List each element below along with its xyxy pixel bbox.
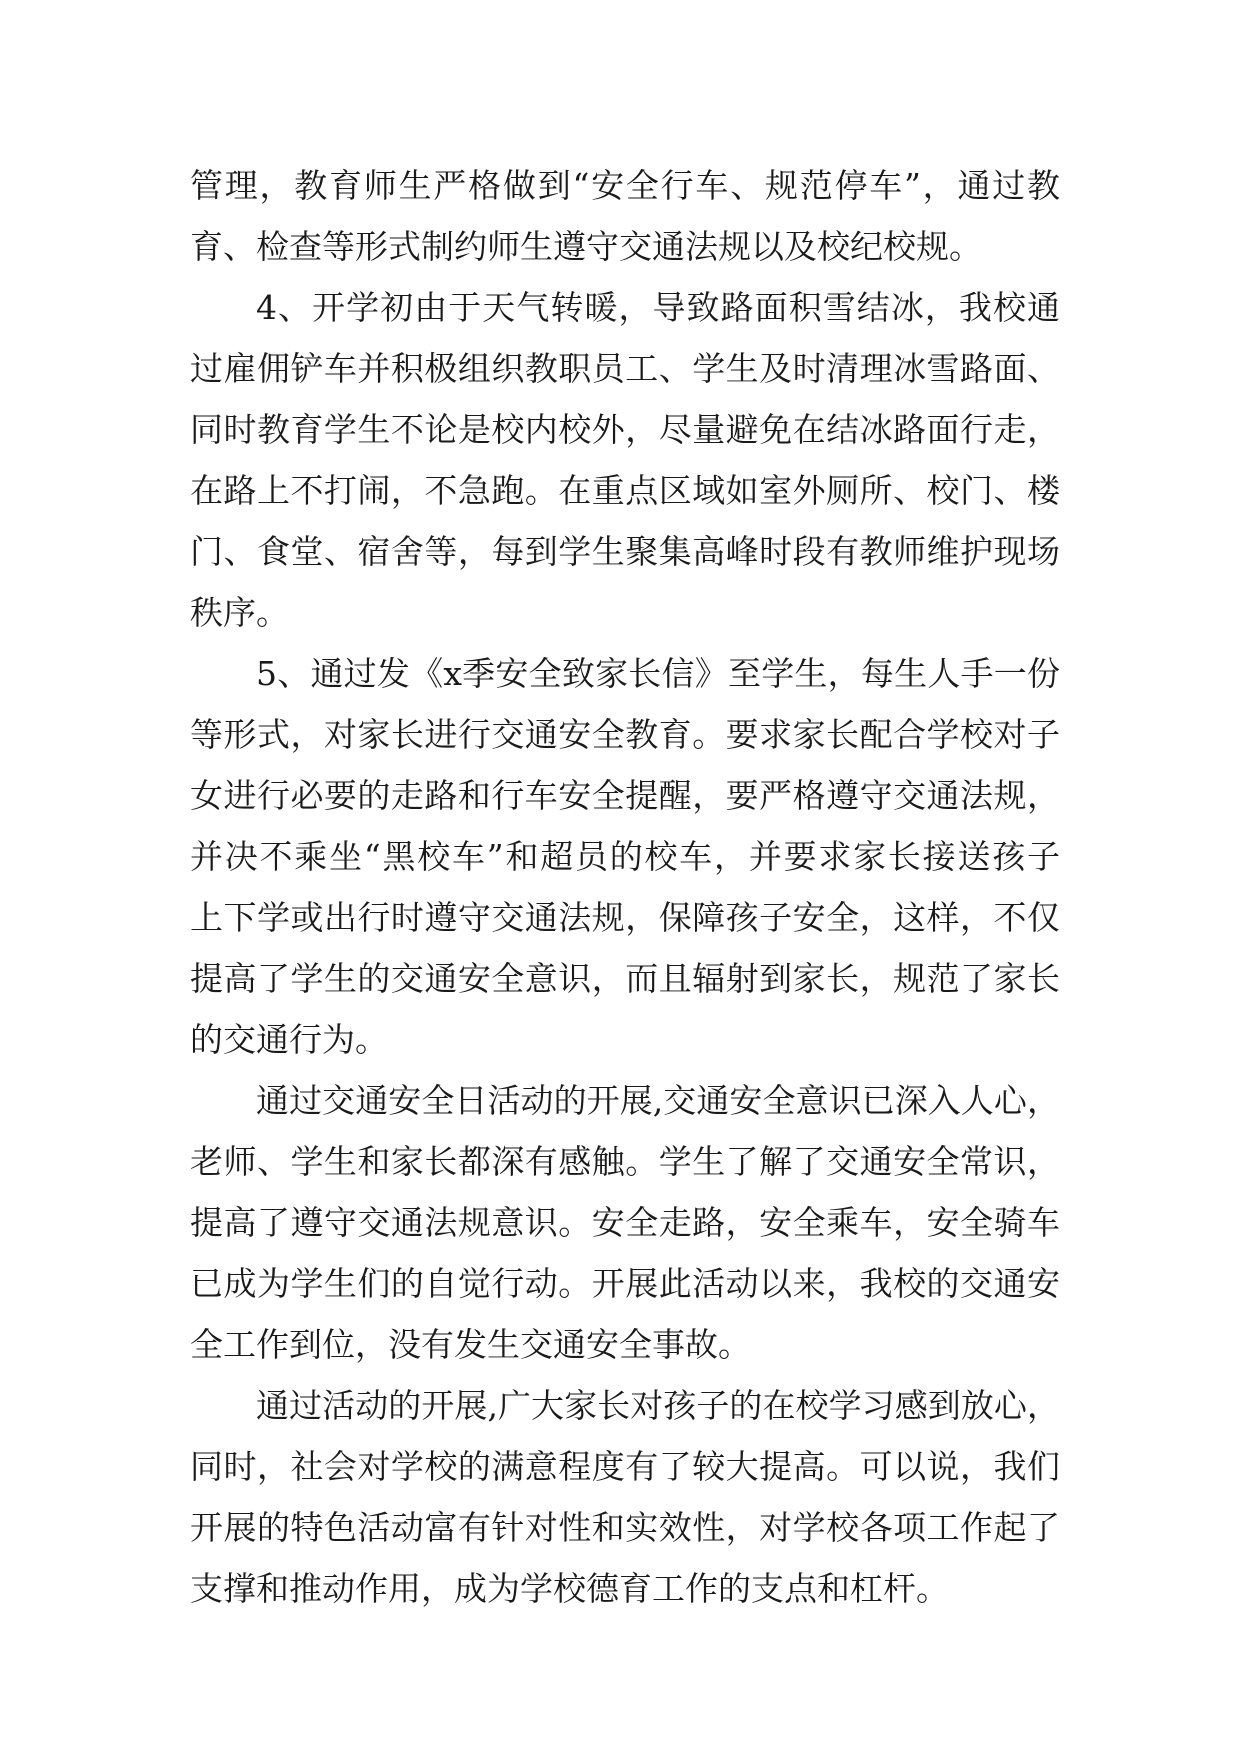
text-line: 秩序。: [190, 593, 289, 632]
paragraph-continuation: [190, 155, 1060, 277]
text-line: 4、开学初由于天气转暖，导致路面积雪结冰，我校通: [256, 288, 1060, 327]
text-line: 提高了遵守交通法规意识。安全走路，安全乘车，安全骑车: [190, 1203, 1060, 1242]
paragraph-item-4: [190, 277, 1060, 643]
text-line: 过雇佣铲车并积极组织教职员工、学生及时清理冰雪路面、: [190, 349, 1060, 388]
text-line: 全工作到位，没有发生交通安全事故。: [190, 1325, 751, 1364]
text-line: 上下学或出行时遵守交通法规，保障孩子安全，这样，不仅: [190, 898, 1060, 937]
text-line: 同时，社会对学校的满意程度有了较大提高。可以说，我们: [190, 1447, 1060, 1486]
paragraph-item-5: [190, 643, 1060, 1070]
text-line: 开展的特色活动富有针对性和实效性，对学校各项工作起了: [190, 1508, 1060, 1547]
text-line: 管理，教育师生严格做到“安全行车、规范停车”，通过教: [190, 166, 1060, 205]
paragraph-summary-1: [190, 1070, 1060, 1375]
text-line: 5、通过发《x季安全致家长信》至学生，每生人手一份: [256, 654, 1060, 693]
text-line: 的交通行为。: [190, 1020, 388, 1059]
text-line: 同时教育学生不论是校内校外，尽量避免在结冰路面行走，: [190, 410, 1060, 449]
text-line: 通过活动的开展,广大家长对孩子的在校学习感到放心，: [256, 1386, 1060, 1425]
document-body: [190, 155, 1060, 1619]
text-line: 并决不乘坐“黑校车”和超员的校车，并要求家长接送孩子: [190, 837, 1060, 876]
text-line: 门、食堂、宿舍等，每到学生聚集高峰时段有教师维护现场: [190, 532, 1060, 571]
text-line: 育、检查等形式制约师生遵守交通法规以及校纪校规。: [190, 227, 982, 266]
text-line: 等形式，对家长进行交通安全教育。要求家长配合学校对子: [190, 715, 1060, 754]
text-line: 支撑和推动作用，成为学校德育工作的支点和杠杆。: [190, 1569, 949, 1608]
text-line: 老师、学生和家长都深有感触。学生了解了交通安全常识，: [190, 1142, 1060, 1181]
text-line: 已成为学生们的自觉行动。开展此活动以来，我校的交通安: [190, 1264, 1060, 1303]
text-line: 在路上不打闹，不急跑。在重点区域如室外厕所、校门、楼: [190, 471, 1060, 510]
text-line: 通过交通安全日活动的开展,交通安全意识已深入人心，: [256, 1081, 1060, 1120]
paragraph-summary-2: [190, 1375, 1060, 1619]
text-line: 提高了学生的交通安全意识，而且辐射到家长，规范了家长: [190, 959, 1060, 998]
text-line: 女进行必要的走路和行车安全提醒，要严格遵守交通法规，: [190, 776, 1060, 815]
